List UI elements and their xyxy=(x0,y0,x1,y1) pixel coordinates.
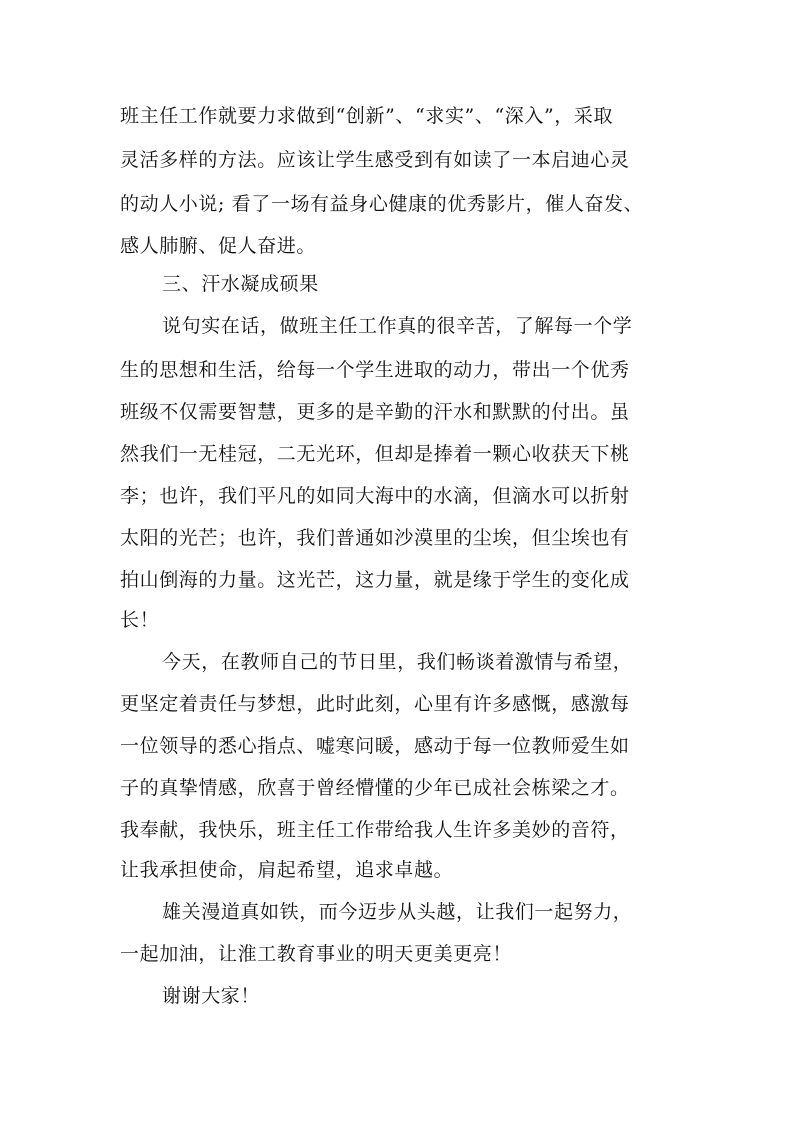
text-line: 更坚定着责任与梦想，此时此刻，心里有许多感慨，感激每 xyxy=(120,693,630,715)
text-line: 的动人小说; 看了一场有益身心健康的优秀影片，催人奋发、 xyxy=(120,193,644,215)
text-line: 一位领导的悉心指点、嘘寒问暖，感动于每一位教师爱生如 xyxy=(120,735,630,757)
text-line: 灵活多样的方法。应该让学生感受到有如读了一本启迪心灵 xyxy=(120,149,630,171)
text-line: 雄关漫道真如铁，而今迈步从头越，让我们一起努力， xyxy=(162,901,633,923)
text-line: 一起加油，让淮工教育事业的明天更美更亮！ xyxy=(120,943,513,965)
text-line: 子的真挚情感，欣喜于曾经懵懂的少年已成社会栋梁之才。 xyxy=(120,777,630,799)
text-line: 李；也许，我们平凡的如同大海中的水滴，但滴水可以折射 xyxy=(120,485,630,507)
text-line: 说句实在话，做班主任工作真的很辛苦，了解每一个学 xyxy=(162,315,633,337)
text-line: 然我们一无桂冠，二无光环，但却是捧着一颗心收获天下桃 xyxy=(120,443,630,465)
text-line: 今天，在教师自己的节日里，我们畅谈着激情与希望， xyxy=(162,651,633,673)
text-line: 生的思想和生活，给每一个学生进取的动力，带出一个优秀 xyxy=(120,359,630,381)
text-line: 长！ xyxy=(120,609,160,631)
text-line: 班级不仅需要智慧，更多的是辛勤的汗水和默默的付出。虽 xyxy=(120,401,630,423)
section-heading: 三、汗水凝成硕果 xyxy=(162,273,319,295)
text-line: 让我承担使命，肩起希望，追求卓越。 xyxy=(120,859,454,881)
text-line: 感人肺腑、促人奋进。 xyxy=(120,235,317,257)
text-line: 我奉献，我快乐，班主任工作带给我人生许多美妙的音符， xyxy=(120,819,630,841)
text-line: 拍山倒海的力量。这光芒，这力量，就是缘于学生的变化成 xyxy=(120,569,630,591)
closing-line: 谢谢大家！ xyxy=(162,985,261,1007)
text-line: 太阳的光芒；也许，我们普通如沙漠里的尘埃，但尘埃也有 xyxy=(120,527,630,549)
text-line: 班主任工作就要力求做到“创新”、“求实”、“深入”，采取 xyxy=(120,105,614,127)
